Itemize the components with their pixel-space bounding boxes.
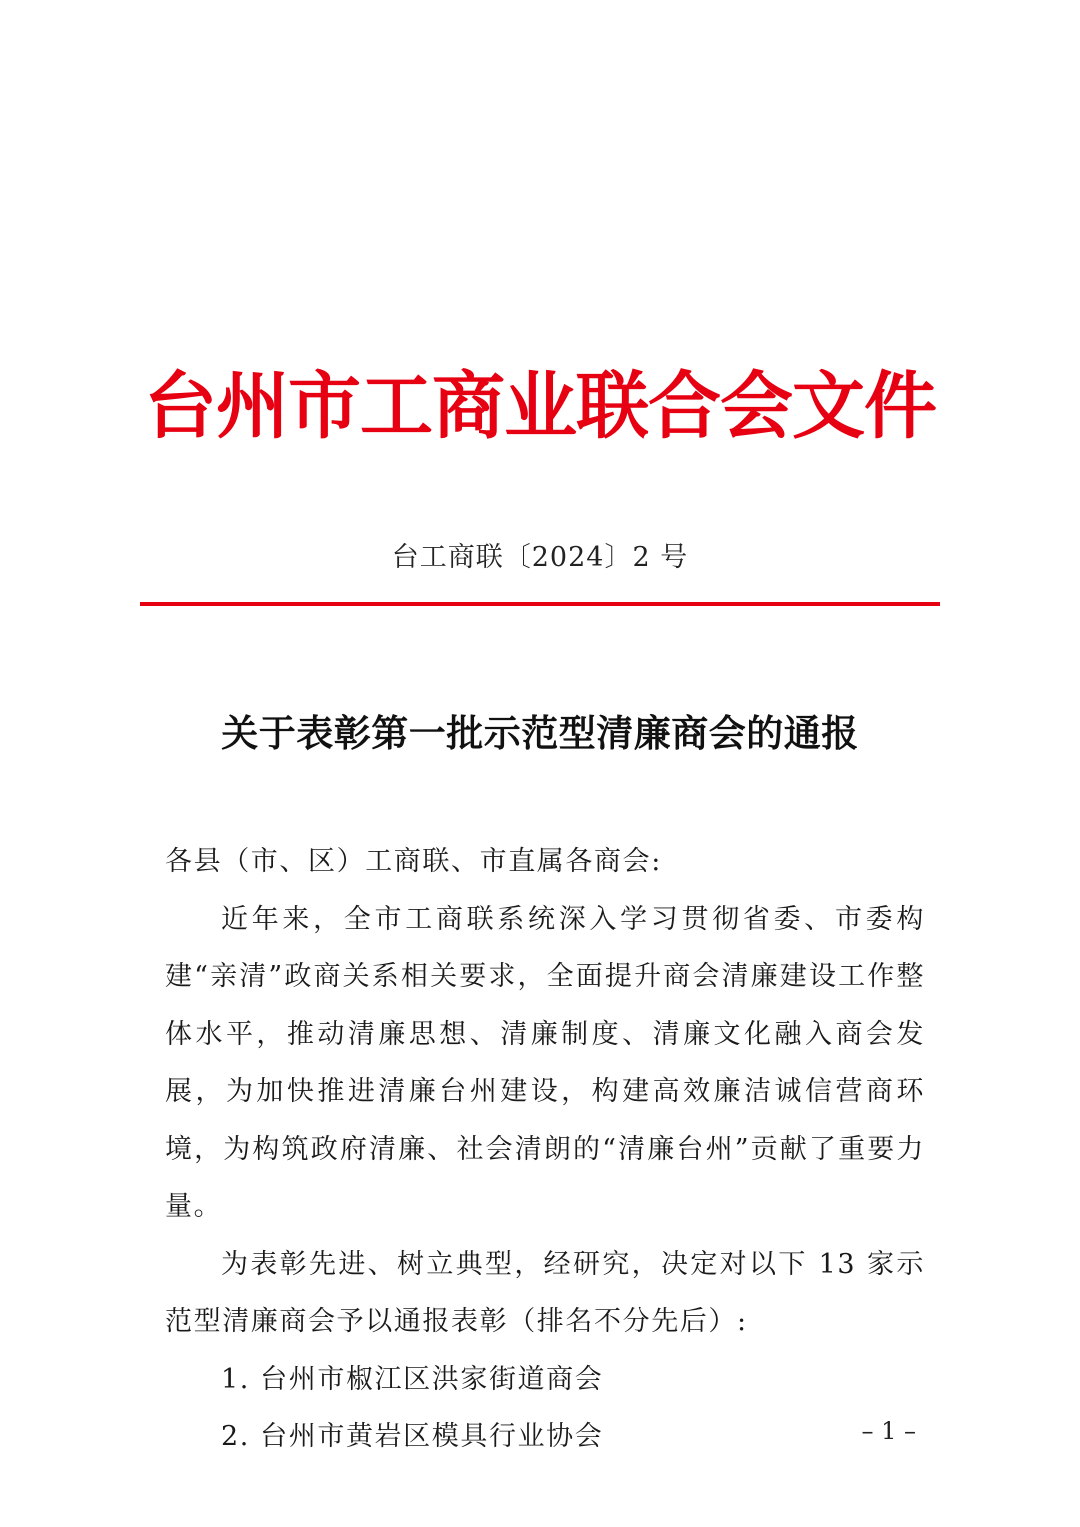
notice-body <box>165 833 925 1466</box>
list-item: 1. 台州市椒江区洪家街道商会 <box>221 1363 604 1395</box>
issuer-title: 台州市工商业联合会文件 <box>144 364 936 449</box>
page-number: – 1 – <box>861 1417 916 1445</box>
document-number: 台工商联〔2024〕2 号 <box>391 542 689 573</box>
list-item: 2. 台州市黄岩区模具行业协会 <box>221 1421 604 1452</box>
paragraph-decision: 为表彰先进、树立典型，经研究，决定对以下 13 家示范型清廉商会予以通报表彰（排名不分先后）: <box>165 1248 925 1337</box>
notice-title: 关于表彰第一批示范型清廉商会的通报 <box>221 711 859 755</box>
salutation: 各县（市、区）工商联、市直属各商会: <box>165 846 662 877</box>
red-separator-line <box>140 602 940 606</box>
paragraph-intro: 近年来，全市工商联系统深入学习贯彻省委、市委构建“亲清”政商关系相关要求，全面提升商会清廉建设工作整体水平，推动清廉思想、清廉制度、清廉文化融入商会发展，为加快推进清廉台州建设，构建高效廉洁诚信营商环境，为构筑政府清廉、社会清朗的“清廉台州”贡献了重要力量。 <box>165 903 925 1222</box>
